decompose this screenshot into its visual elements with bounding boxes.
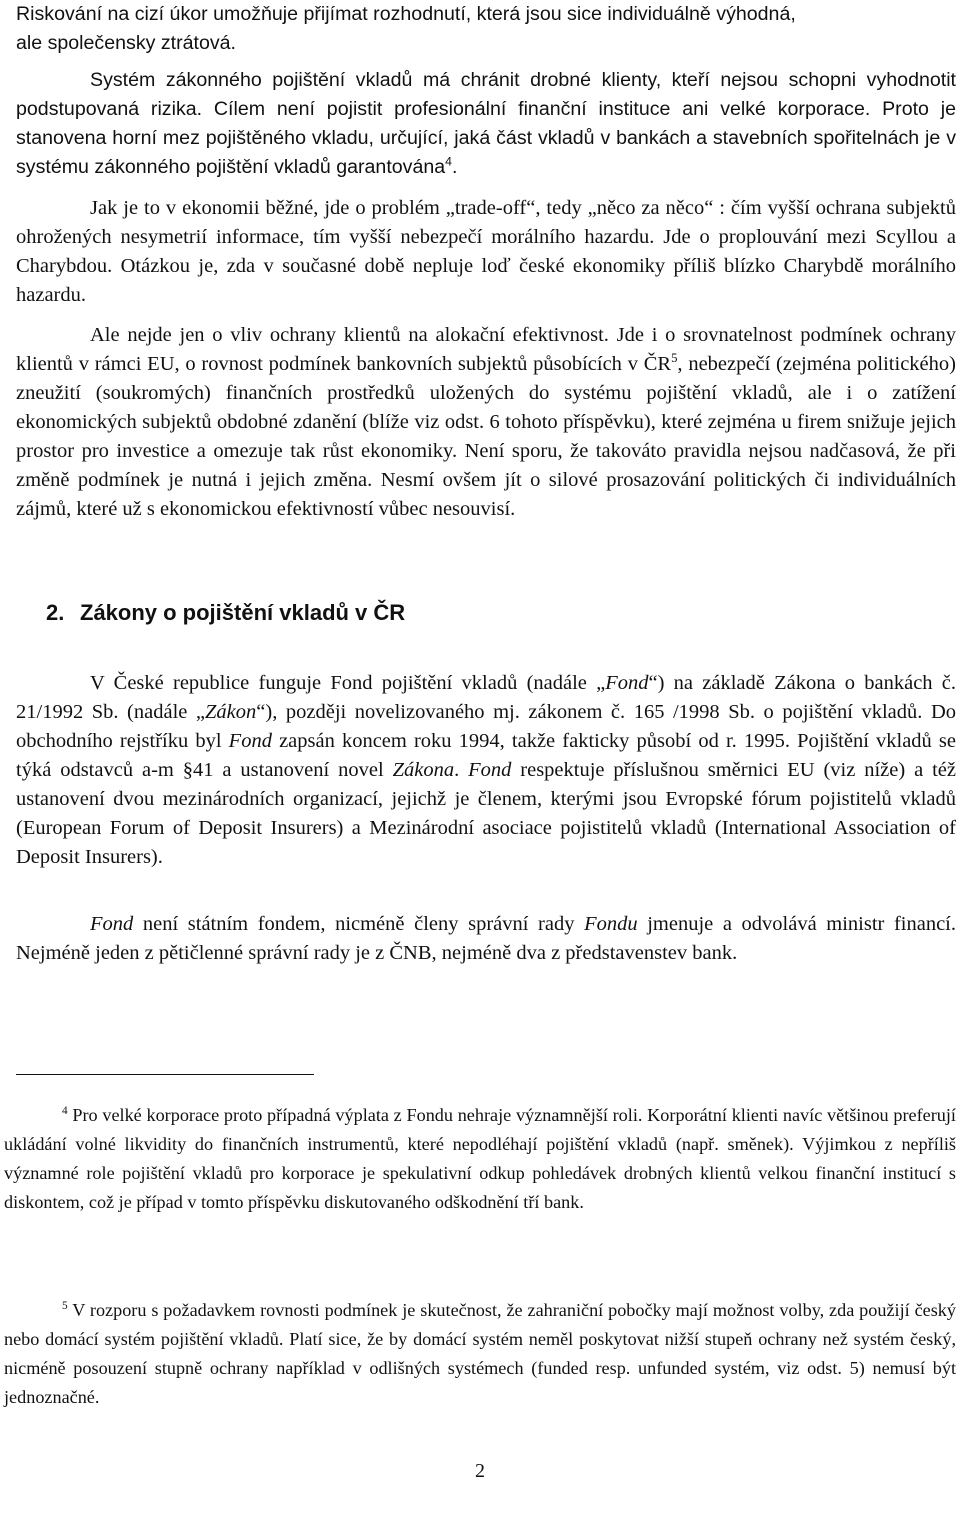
paragraph-fund-italic-2: Zákon — [205, 701, 257, 723]
paragraph-fund-text-1: V České republice funguje Fond pojištění vkladů (nadále „ — [90, 672, 606, 694]
paragraph-board-text-1: není státním fondem, nicméně členy správní rady — [133, 913, 585, 935]
paragraph-tradeoff — [16, 194, 956, 310]
footnote-5-number: 5 — [62, 1299, 68, 1312]
page-number: 2 — [475, 1460, 485, 1482]
paragraph-intro-line-1: Riskování na cizí úkor umožňuje přijímat rozhodnutí, která jsou sice individuálně výhodná, — [16, 3, 796, 25]
section-title: Zákony o pojištění vkladů v ČR — [80, 600, 406, 625]
paragraph-efficiency — [16, 321, 956, 524]
footnote-4-text: Pro velké korporace proto případná výplata z Fondu nehraje významnější roli. Korporátní klienti navíc většinou preferují ukládání volné likvidity do finančních instrumentů, které nepodléhají pojištění vkladů (např. směnek). Výjimkou z nepříliš významné role pojištění vkladů pro korporace je spekulativní odkup pohledávek drobných klientů velkou finanční institucí s diskontem, což je případ v tomto příspěvku diskutovaného odškodnění tří bank. — [4, 1105, 956, 1212]
footnote-separator — [16, 1074, 314, 1075]
paragraph-fund — [16, 669, 956, 872]
paragraph-fund-italic-1: Fond — [605, 672, 649, 694]
paragraph-board-italic-1: Fond — [90, 913, 134, 935]
paragraph-fund-text-5: . — [454, 759, 469, 781]
footnote-4-number: 4 — [62, 1104, 68, 1117]
section-number: 2. — [46, 600, 65, 625]
paragraph-board-italic-2: Fondu — [584, 913, 638, 935]
footnote-5 — [4, 1296, 956, 1412]
paragraph-system — [16, 66, 956, 182]
paragraph-system-end: . — [451, 156, 458, 178]
paragraph-board — [16, 910, 956, 968]
paragraph-fund-text-2: “) na základě Zákona o bankách č. 21/1992 Sb. (nadále „ — [16, 672, 957, 723]
footnote-ref-4[interactable]: 4 — [445, 154, 452, 169]
paragraph-fund-italic-3: Fond — [228, 730, 272, 752]
paragraph-board-text-2: jmenuje a odvolává ministr financí. Nejméně jeden z pětičlenné správní rady je z ČNB, nejméně dva z představenstev bank. — [16, 913, 956, 964]
footnote-4 — [4, 1101, 956, 1217]
footnote-5-text: V rozporu s požadavkem rovnosti podmínek je skutečnost, že zahraniční pobočky mají možnost volby, zda použijí český nebo domácí systém pojištění vkladů. Platí sice, že by domácí systém neměl poskytovat nižší stupeň ochrany než systém český, nicméně posouzení stupně ochrany například v odlišných systémech (funded resp. unfunded systém, viz odst. 5) nemusí být jednoznačné. — [4, 1300, 956, 1407]
paragraph-system-text: Systém zákonného pojištění vkladů má chránit drobné klienty, kteří nejsou schopni vyhodnotit podstupovaná rizika. Cílem není pojistit profesionální finanční instituce ani velké korporace. Proto je stanovena horní mez pojištěného vkladu, určující, jaká část vkladů v bankách a stavebních spořitelnách je v systému zákonného pojištění vkladů garantována — [16, 69, 956, 178]
paragraph-fund-text-3: “), později novelizovaného mj. zákonem č. 165 /1998 Sb. o pojištění vkladů. Do obchodního rejstříku byl — [16, 701, 957, 752]
paragraph-efficiency-text-end: , nebezpečí (zejména politického) zneužití (soukromých) finančních prostředků uložených do systému pojištění vkladů, ale i o zatížení ekonomických subjektů obdobné zdanění (blíže viz odst. 6 tohoto příspěvku), které zejména u firem snižuje jejich prostor pro investice a omezuje tak růst ekonomiky. Není sporu, že takováto pravidla nejsou nadčasová, že při změně podmínek je nutná i jejich změna. Nesmí ovšem jít o silové prosazování politických či individuálních zájmů, které už s ekonomickou efektivností vůbec nesouvisí. — [16, 353, 956, 520]
paragraph-intro — [16, 0, 956, 58]
paragraph-fund-text-4: zapsán koncem roku 1994, takže fakticky působí od r. 1995. Pojištění vkladů se týká odstavců a-m §41 a ustanovení novel — [16, 730, 957, 781]
section-heading — [46, 600, 405, 626]
paragraph-fund-italic-4: Zákona — [392, 759, 455, 781]
footnote-ref-5[interactable]: 5 — [671, 351, 678, 366]
paragraph-fund-text-6: respektuje příslušnou směrnici EU (viz níže) a též ustanovení dvou mezinárodních organizací, jejichž je členem, kterými jsou Evropské fórum pojistitelů vkladů (European Forum of Deposit Insurers) a Mezinárodní asociace pojistitelů vkladů (International Association of Deposit Insurers). — [16, 759, 957, 868]
paragraph-intro-line-2: ale společensky ztrátová. — [16, 32, 236, 54]
paragraph-efficiency-text: Ale nejde jen o vliv ochrany klientů na alokační efektivnost. Jde i o srovnatelnost podmínek ochrany klientů v rámci EU, o rovnost podmínek bankovních subjektů působících v ČR — [16, 324, 956, 375]
paragraph-tradeoff-text: Jak je to v ekonomii běžné, jde o problém „trade-off“, tedy „něco za něco“ : čím vyšší ochrana subjektů ohrožených nesymetrií informace, tím vyšší nebezpečí morálního hazardu. Jde o proplouvání mezi Scyllou a Charybdou. Otázkou je, zda v současné době nepluje loď české ekonomiky příliš blízko Charybdě morálního hazardu. — [16, 197, 956, 306]
paragraph-fund-italic-5: Fond — [468, 759, 512, 781]
